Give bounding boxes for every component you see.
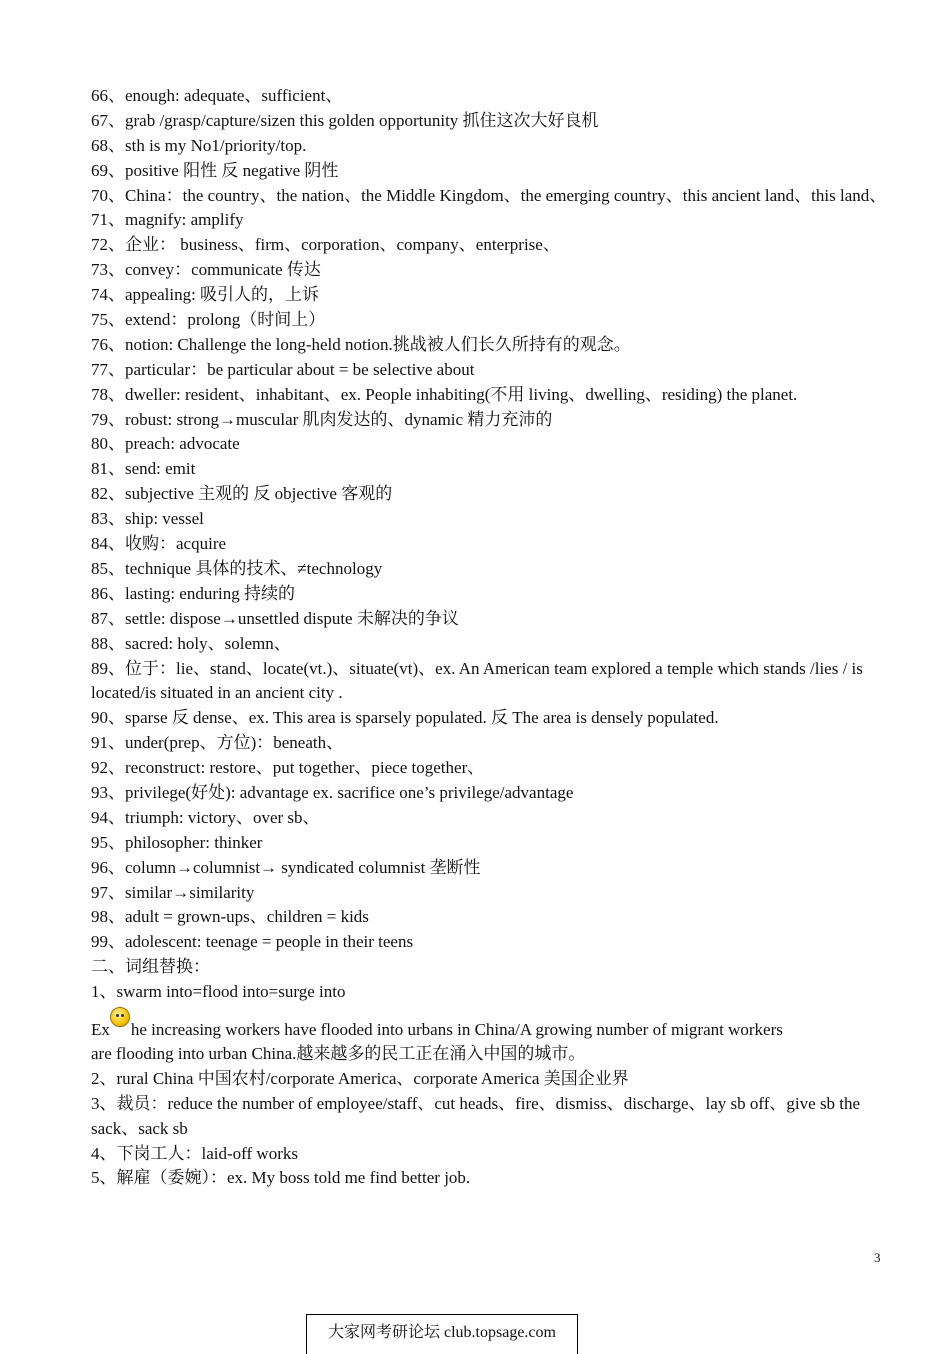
- entry-69: 69、positive 阳性 反 negative 阴性: [91, 160, 339, 180]
- entry-76: 76、notion: Challenge the long-held notion.挑战被人们长久所持有的观念。: [91, 334, 631, 354]
- entry-73: 73、convey：communicate 传达: [91, 260, 321, 280]
- phrase-4: 4、下岗工人：laid-off works: [91, 1143, 298, 1163]
- entry-92: 92、reconstruct: restore、put together、piece together、: [91, 758, 485, 778]
- entry-95: 95、philosopher: thinker: [91, 832, 263, 852]
- phrase-5: 5、解雇（委婉）：ex. My boss told me find better job.: [91, 1168, 471, 1188]
- entry-74: 74、appealing: 吸引人的，上诉: [91, 285, 320, 305]
- entry-86: 86、lasting: enduring 持续的: [91, 583, 295, 603]
- entry-98: 98、adult = grown-ups、children = kids: [91, 907, 369, 927]
- example-prefix: Ex: [91, 1020, 110, 1039]
- entry-90: 90、sparse 反 dense、ex. This area is sparsely populated. 反 The area is densely populated.: [91, 708, 719, 728]
- entry-67: 67、grab /grasp/capture/sizen this golden opportunity 抓住这次大好良机: [91, 110, 599, 130]
- example-continuation: are flooding into urban China.越来越多的民工正在涌入中国的城市。: [91, 1044, 586, 1063]
- entry-75: 75、extend：prolong（时间上）: [91, 310, 326, 330]
- entry-68: 68、sth is my No1/priority/top.: [91, 135, 307, 155]
- entry-88: 88、sacred: holy、solemn、: [91, 633, 291, 653]
- example-text: he increasing workers have flooded into urbans in China/A growing number of migrant workers: [130, 1020, 783, 1039]
- document-body: [91, 84, 891, 1191]
- entry-89: 89、位于：lie、stand、locate(vt.)、situate(vt)、ex. An American team explored a temple which stands /lies / is located/is situated in an ancient city .: [91, 658, 863, 703]
- entry-82: 82、subjective 主观的 反 objective 客观的: [91, 484, 393, 504]
- entry-84: 84、收购：acquire: [91, 534, 227, 554]
- entry-94: 94、triumph: victory、over sb、: [91, 807, 320, 827]
- entry-71: 71、magnify: amplify: [91, 210, 244, 230]
- entry-81: 81、send: emit: [91, 459, 196, 479]
- entry-72: 72、企业： business、firm、corporation、company、enterprise、: [91, 235, 560, 255]
- entry-87: 87、settle: dispose→unsettled dispute 未解决的争议: [91, 608, 459, 628]
- phrase-1: 1、swarm into=flood into=surge into: [91, 982, 346, 1002]
- entry-97: 97、similar→similarity: [91, 882, 255, 902]
- smiley-emoticon-icon: [110, 1007, 130, 1027]
- entry-66: 66、enough: adequate、sufficient、: [91, 86, 343, 105]
- section-heading: 二、词组替换：: [91, 957, 210, 977]
- entry-78: 78、dweller: resident、inhabitant、ex. People inhabiting(不用 living、dwelling、residing) the planet.: [91, 384, 798, 404]
- entry-83: 83、ship: vessel: [91, 509, 204, 529]
- phrase-2: 2、rural China 中国农村/corporate America、corporate America 美国企业界: [91, 1068, 629, 1088]
- phrase-3: 3、裁员：reduce the number of employee/staff、cut heads、fire、dismiss、discharge、lay sb off、give sb the sack、sack sb: [91, 1093, 861, 1138]
- entry-79: 79、robust: strong→muscular 肌肉发达的、dynamic 精力充沛的: [91, 409, 553, 429]
- entry-70: 70、China：the country、the nation、the Middle Kingdom、the emerging country、this ancient land、this land、: [91, 185, 887, 205]
- entry-99: 99、adolescent: teenage = people in their teens: [91, 932, 414, 952]
- example-line: [91, 1007, 891, 1042]
- entry-77: 77、particular：be particular about = be selective about: [91, 359, 475, 379]
- entry-93: 93、privilege(好处): advantage ex. sacrifice one’s privilege/advantage: [91, 782, 574, 802]
- footer-watermark: 大家网考研论坛 club.topsage.com: [306, 1314, 578, 1354]
- entry-80: 80、preach: advocate: [91, 434, 240, 454]
- page-number: 3: [874, 1250, 881, 1265]
- entry-85: 85、technique 具体的技术、≠technology: [91, 558, 383, 578]
- entry-96: 96、column→columnist→ syndicated columnist 垄断性: [91, 857, 481, 877]
- entry-91: 91、under(prep、方位)：beneath、: [91, 733, 344, 753]
